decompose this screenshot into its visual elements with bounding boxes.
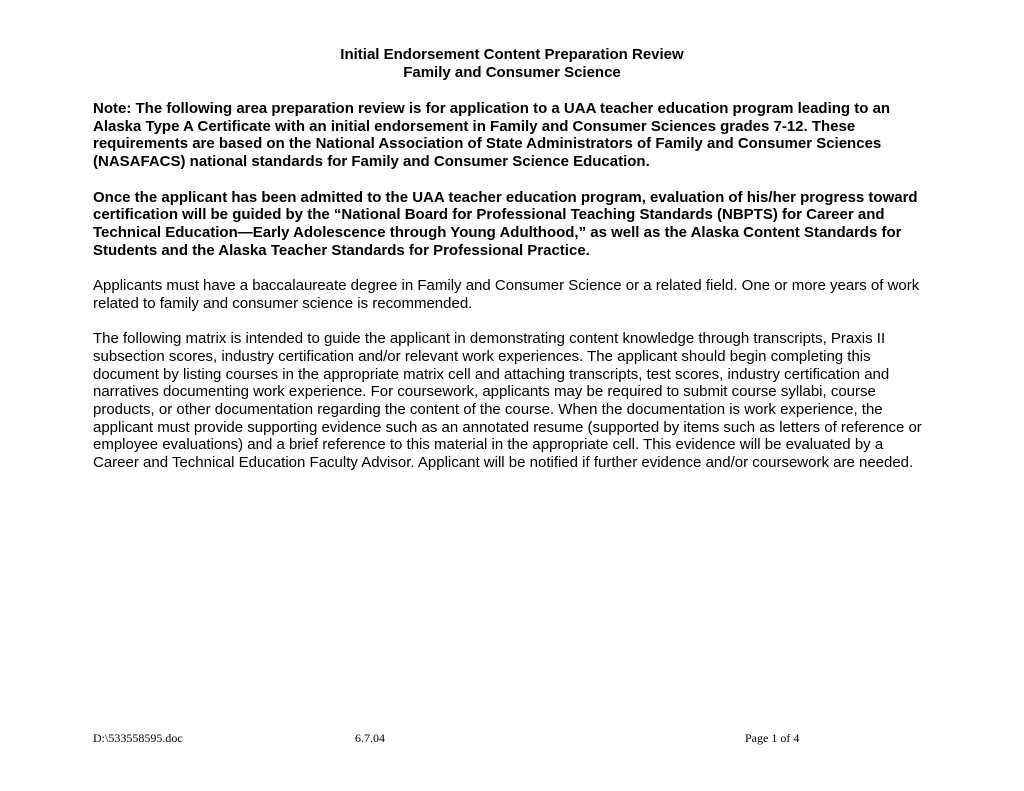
footer-date: 6.7.04 xyxy=(355,731,385,745)
document-subtitle: Family and Consumer Science xyxy=(403,64,621,81)
document-body xyxy=(93,100,933,489)
document-title: Initial Endorsement Content Preparation Review xyxy=(340,46,684,63)
footer-file-path: D:\533558595.doc xyxy=(93,731,183,745)
note-paragraph: Note: The following area preparation review is for application to a UAA teacher education program leading to an Alaska Type A Certificate with an initial endorsement in Family and Consumer Sciences grades 7-12. These requirements are based on the National Association of State Administrators of Family and Consumer Sciences (NASAFACS) national standards for Family and Consumer Science Education. xyxy=(93,100,891,171)
admission-paragraph: Once the applicant has been admitted to the UAA teacher education program, evaluation of his/her progress toward certification will be guided by the “National Board for Professional Teaching Standards (NBPTS) for Career and Technical Education—Early Adolescence through Young Adulthood,” as well as the Alaska Content Standards for Students and the Alaska Teacher Standards for Professional Practice. xyxy=(93,188,918,259)
document-header xyxy=(0,46,1024,82)
matrix-guidance-paragraph: The following matrix is intended to guide the applicant in demonstrating content knowledge through transcripts, Praxis II subsection scores, industry certification and/or relevant work experiences. The applicant should begin completing this document by listing courses in the appropriate matrix cell and attaching transcripts, test scores, industry certification and narratives documenting work experience. For coursework, applicants may be required to submit course syllabi, course products, or other documentation regarding the content of the course. When the documentation is work experience, the applicant must provide supporting evidence such as an annotated resume (supported by items such as letters of reference or employee evaluations) and a brief reference to this material in the appropriate cell. This evidence will be evaluated by a Career and Technical Education Faculty Advisor. Applicant will be notified if further evidence and/or coursework are needed. xyxy=(93,330,922,472)
requirements-paragraph: Applicants must have a baccalaureate degree in Family and Consumer Science or a related field. One or more years of work related to family and consumer science is recommended. xyxy=(93,277,920,312)
footer-page-number: Page 1 of 4 xyxy=(745,731,800,745)
